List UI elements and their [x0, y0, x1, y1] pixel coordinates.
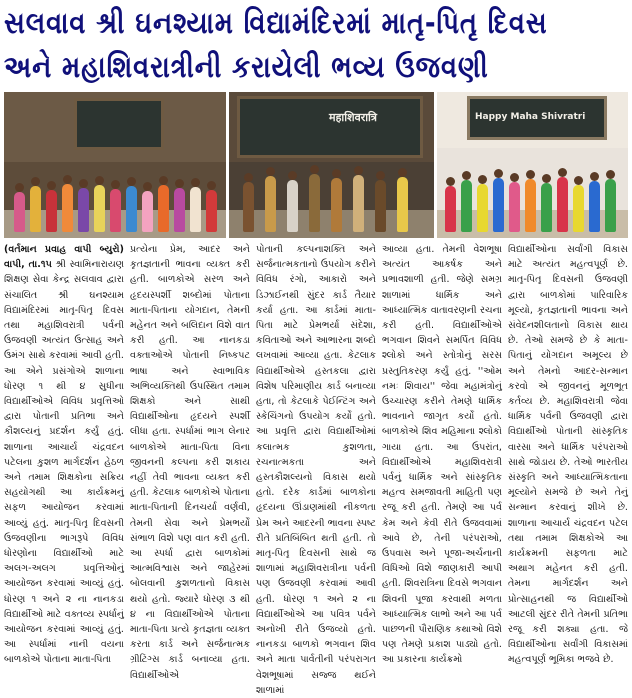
board-text-english: Happy Maha Shivratri — [475, 112, 586, 122]
article-column-5 — [508, 242, 628, 666]
column-1-text: શ્રી સ્વામિનારાયણ શિક્ષણ સેવા કેન્દ્ર સલવાવ દ્વારા સંચાલિત શ્રી ઘનશ્યામ વિદ્યામંદિરમાં માતૃ-પિતૃ દિવસ તથા મહાશિવરાત્રી પર્વની ઉજવણી અત્યંત ઉત્સાહ અને ઉમંગ સાથે કરવામાં આવી હતી. આ એને પ્રસંગોએ શાળાના ધોરણ ૧ થી ૪ સુધીના વિદ્યાર્થીઓએ વિવિધ પ્રવૃત્તિઓ દ્વારા પોતાની પ્રતિભા અને કૌશલ્યનું પ્રદર્શન કર્યું હતું. શાળાના આચાર્ય ચંદ્રવદન પટેલના કુશળ માર્ગદર્શન હેઠળ અને તમામ શિક્ષકોના સક્રિય સહયોગથી આ કાર્યક્રમનું સફળ આયોજન કરવામાં આવ્યું હતું. માતૃ-પિતૃ દિવસની ઉજવણીના ભાગરૂપે વિવિધ ધોરણોના વિદ્યાર્થીઓ માટે અલગ-અલગ પ્રવૃત્તિઓનું આયોજન કરવામાં આવ્યું હતું. ધોરણ ૧ અને ૨ ના નાનકડા વિદ્યાર્થીઓ માટે વક્તવ્ય સ્પર્ધાનું આયોજન કરવામાં આવ્યું હતું. આ સ્પર્ધામાં નાની વયના બાળકોએ પોતાના માતા-પિતા — [4, 259, 124, 666]
board-text-hindi: महाशिवरात्रि — [329, 111, 377, 124]
article-column-4 — [382, 242, 502, 666]
column-4-text: આવ્યા હતા. તેમની વેશભૂષા અત્યંત આકર્ષક અને પ્રભાવશાળી હતી. જેણે સમગ્ર શાળામાં ધાર્મિક અને આધ્યાત્મિક વાતાવરણની રચના કરી હતી. વિદ્યાર્થીઓએ ભગવાન શિવને સમર્પિત વિવિધ શ્લોકો અને સ્તોત્રોનું સરસ પ્રસ્તુતિકરણ કર્યું હતું. ''ઓમ નમઃ શિવાય'' જેવા મહામંત્રોનું ઉચ્ચારણ કરીને તેમણે ધાર્મિક ભાવનાને જાગૃત કર્યો હતો. બાળકોએ શિવ મહિમાના શ્લોકો ગાયા હતા. આ ઉપરાંત, વિદ્યાર્થીઓએ મહાશિવરાત્રી પર્વનું ધાર્મિક અને સાંસ્કૃતિક મહત્વ સમજાવતી માહિતી પણ રજૂ કરી હતી. તેમણે આ પર્વ કેમ અને કેવી રીતે ઉજવવામાં આવે છે, તેની પરંપરાઓ, ઉપવાસ અને પૂજા-અર્ચનાની વિધિઓ વિશે જાણકારી આપી હતી. શિવરાત્રિના દિવસે ભગવાન શિવની પૂજા કરવાથી મળતા આધ્યાત્મિક લાભો અને આ પર્વ પાછળની પૌરાણિક કથાઓ વિશે પણ તેમણે પ્રકાશ પાડ્યો હતો. આ પ્રકારના કાર્યક્રમો — [382, 244, 502, 666]
headline — [4, 2, 628, 90]
headline-line-1: સલવાવ શ્રી ઘનશ્યામ વિદ્યામંદિરમાં માતૃ-પિતૃ દિવસ — [4, 6, 548, 41]
column-2-text: પ્રત્યેના પ્રેમ, આદર અને કૃતજ્ઞતાની ભાવના વ્યક્ત કરી હતી. બાળકોએ સરળ અને હૃદયસ્પર્શી શબ્દોમાં પોતાના માતા-પિતાના યોગદાન, તેમની મહેનત અને બલિદાન વિશે વાત કરી હતી. આ નાનકડા વક્તાઓએ પોતાની નિષ્કપટ ભાષા અને સ્વાભાવિક અભિવ્યક્તિથી ઉપસ્થિત તમામ શિક્ષકો અને સાથી વિદ્યાર્થીઓના હૃદયને સ્પર્શી લીધા હતા. સ્પર્ધામાં ભાગ લેનાર બાળકોએ માતા-પિતા વિના જીવનની કલ્પના કરી શકાય નહીં તેવી ભાવના વ્યક્ત કરી હતી. કેટલાક બાળકોએ પોતાના માતા-પિતાની દિનચર્યા વર્ણવી, તેમની સેવા અને પ્રેમભર્યો સંભાળ વિશે પણ વાત કરી હતી. આ સ્પર્ધા દ્વારા બાળકોમાં આત્મવિશ્વાસ અને જાહેરમાં બોલવાની કુશળતાનો વિકાસ થયો હતો. જ્યારે ધોરણ ૩ થી ૪ ના વિદ્યાર્થીઓએ પોતાના માતા-પિતા પ્રત્યે કૃતજ્ઞતા વ્યક્ત કરતા કાર્ડ અને સર્જનાત્મક ગ્રીટિંગ્સ કાર્ડ બનાવ્યા હતા. વિદ્યાર્થીઓએ — [130, 244, 250, 681]
article-body — [4, 242, 628, 696]
photo-mata-pitru-students — [4, 92, 226, 238]
dateline: (વર્તમાન પ્રવાહ વાપી બ્યુરો) વાપી, તા.૧૫ — [4, 244, 124, 271]
headline-line-2: અને મહાશિવરાત્રીની કરાયેલી ભવ્ય ઉજવણી — [4, 50, 489, 85]
article-column-2 — [130, 242, 250, 681]
photo-strip — [4, 92, 628, 238]
photo-shivratri-class — [437, 92, 628, 238]
photo-shiv-parvati-costumes — [229, 92, 434, 238]
article-column-1 — [4, 242, 124, 666]
article-column-3 — [256, 242, 376, 696]
column-3-text: પોતાની કલ્પનાશક્તિ અને સર્જનાત્મકતાનો ઉપયોગ કરીને વિવિધ રંગો, આકારો અને ડિઝાઈનથી સુંદર કાર્ડ તૈયાર કર્યા હતા. આ કાર્ડમાં માતા-પિતા માટે પ્રેમભર્યા સંદેશા, કવિતાઓ અને આભારના શબ્દો લખવામાં આવ્યા હતા. કેટલાક વિદ્યાર્થીઓએ હસ્તકલા દ્વારા વિશેષ પરિમાણીય કાર્ડ બનાવ્યા હતા, તો કેટલાકે પેઈન્ટિંગ અને સ્કેચિંગનો ઉપયોગ કર્યો હતો. આ પ્રવૃત્તિ દ્વારા વિદ્યાર્થીઓમાં કલાત્મક કુશળતા, રચનાત્મકતા અને હસ્તકૌશલ્યનો વિકાસ થયો હતો. દરેક કાર્ડમાં બાળકોના હૃદયના ઊંડાણમાંથી નીકળતા પ્રેમ અને આદરની ભાવના સ્પષ્ટ રીતે પ્રતિબિંબિત થતી હતી. તો માતૃ-પિતૃ દિવસની સાથે જ શાળામાં મહાશિવરાત્રીના પર્વની પણ ઉજવણી કરવામાં આવી હતી. ધોરણ ૧ અને ૨ ના વિદ્યાર્થીઓએ આ પવિત્ર પર્વને અનોખી રીતે ઉજવ્યો હતો. નાનકડા બાળકો ભગવાન શિવ અને માતા પાર્વતીની પરંપરાગત વેશભૂષામાં સજ્જ થઈને શાળામાં — [256, 244, 376, 696]
column-5-text: વિદ્યાર્થીઓના સર્વાંગી વિકાસ માટે અત્યંત મહત્વપૂર્ણ છે. માતૃ-પિતૃ દિવસની ઉજવણી દ્વારા બાળકોમાં પારિવારિક મૂલ્યો, કૃતજ્ઞતાની ભાવના અને સંવેદનશીલતાનો વિકાસ થાય છે. તેઓ સમજે છે કે માતા-પિતાનું યોગદાન અમૂલ્ય છે અને તેમનો આદર-સન્માન કરવો એ જીવનનું મૂળભૂત કર્તવ્ય છે. મહાશિવરાત્રી જેવા ધાર્મિક પર્વની ઉજવણી દ્વારા વિદ્યાર્થીઓ પોતાની સાંસ્કૃતિક વારસા અને ધાર્મિક પરંપરાઓ સાથે જોડાય છે. તેઓ ભારતીય સંસ્કૃતિ અને આધ્યાત્મિકતાના મૂલ્યોને સમજે છે અને તેનું સન્માન કરવાનું શીખે છે. શાળાના આચાર્ય ચંદ્રવદન પટેલ તથા તમામ શિક્ષકોએ આ કાર્યક્રમની સફળતા માટે અથાગ મહેનત કરી હતી. તેમના માર્ગદર્શન અને પ્રોત્સાહનથી જ વિદ્યાર્થીઓ આટલી સુંદર રીતે તેમની પ્રતિભા રજૂ કરી શક્યા હતા. જે વિદ્યાર્થીઓના સર્વાંગી વિકાસમાં મહત્વપૂર્ણ ભૂમિકા ભજવે છે. — [508, 244, 628, 666]
